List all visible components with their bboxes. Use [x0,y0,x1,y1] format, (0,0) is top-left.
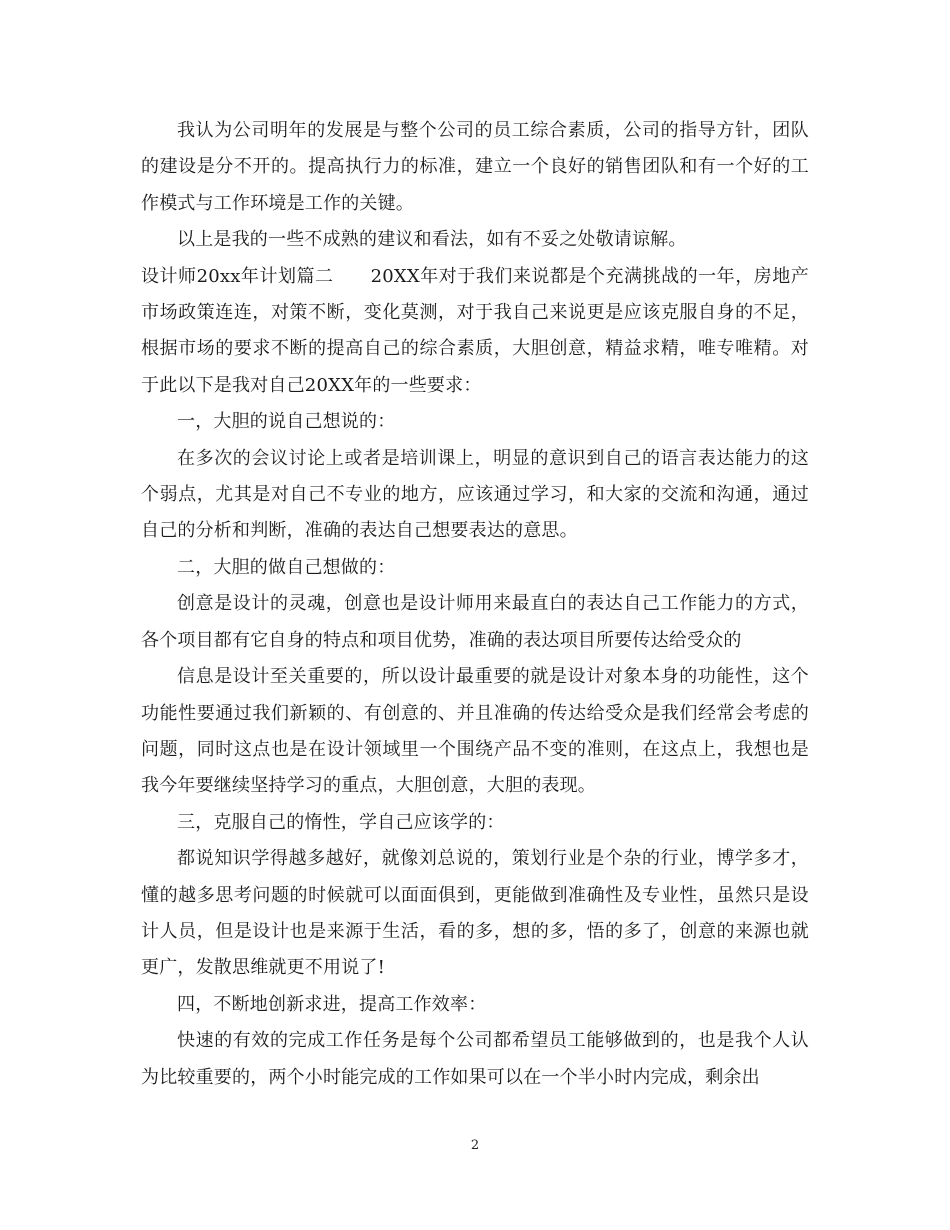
paragraph-suggestions-closing: 以上是我的一些不成熟的建议和看法，如有不妥之处敬请谅解。 [177,229,687,251]
section-heading-four: 四，不断地创新求进，提高工作效率： [177,993,487,1015]
paragraph-company-development: 我认为公司明年的发展是与整个公司的员工综合素质，公司的指导方针，团队的建设是分不开的。提高执行力的标准，建立一个良好的销售团队和有一个好的工作模式与工作环境是工作的关键。 [141,120,809,214]
section-heading-two: 二，大胆的做自己想做的： [177,556,396,578]
paragraph-section-one: 在多次的会议讨论上或者是培训课上，明显的意识到自己的语言表达能力的这个弱点，尤其是对自己不专业的地方，应该通过学习，和大家的交流和沟通，通过自己的分析和判断，准确的表达自己想要表达的意思。 [141,447,809,542]
paragraph-section-four: 快速的有效的完成工作任务是每个公司都希望员工能够做到的，也是我个人认为比较重要的，两个小时能完成的工作如果可以在一个半小时内完成，剩余出 [141,1030,809,1088]
paragraph-section-two-a: 创意是设计的灵魂，创意也是设计师用来最直白的表达自己工作能力的方式，各个项目都有它自身的特点和项目优势，准确的表达项目所要传达给受众的 [141,593,809,651]
paragraph-section-two-b: 信息是设计至关重要的，所以设计最重要的就是设计对象本身的功能性，这个功能性要通过我们新颖的、有创意的、并且准确的传达给受众是我们经常会考虑的问题，同时这点也是在设计领域里一个围绕产品不变的准则，在这点上，我想也是我今年要继续坚持学习的重点，大胆创意，大胆的表现。 [141,666,809,797]
page-number: 2 [470,1138,480,1153]
section-heading-one: 一，大胆的说自己想说的： [177,411,396,433]
paragraph-plan-part-two-intro: 设计师20xx年计划篇二 20XX年对于我们来说都是个充满挑战的一年，房地产市场政策连连，对策不断，变化莫测，对于我自己来说更是应该克服自身的不足，根据市场的要求不断的提高自己的综合素质，大胆创意，精益求精，唯专唯精。对于此以下是我对自己20XX年的一些要求： [141,265,809,396]
document-body [141,113,809,1096]
section-heading-three: 三，克服自己的惰性，学自己应该学的： [177,811,505,833]
paragraph-section-three: 都说知识学得越多越好，就像刘总说的，策划行业是个杂的行业，博学多才，懂的越多思考问题的时候就可以面面俱到，更能做到准确性及专业性，虽然只是设计人员，但是设计也是来源于生活，看的多，想的多，悟的多了，创意的来源也就更广，发散思维就更不用说了! [141,848,809,979]
